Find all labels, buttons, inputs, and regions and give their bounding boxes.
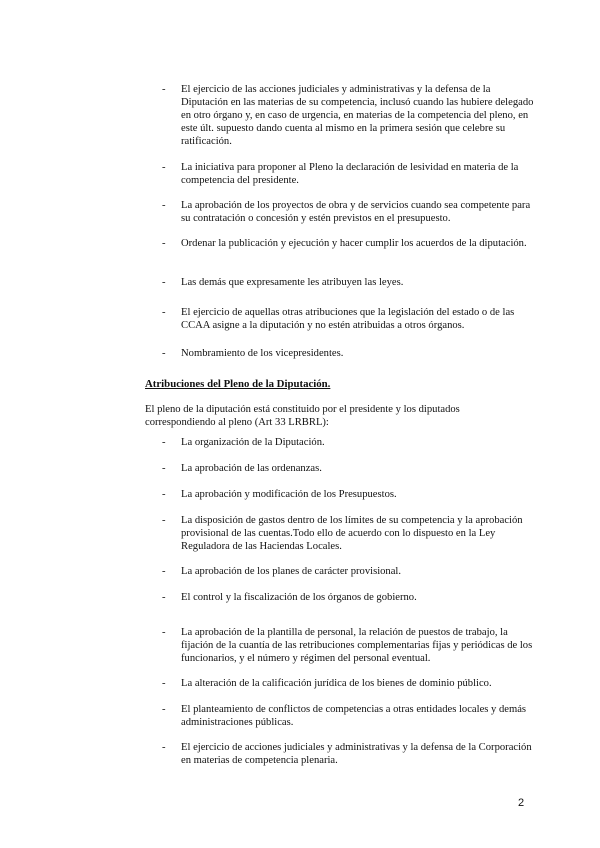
list-item (162, 277, 537, 290)
list-item (162, 238, 537, 251)
list-bullet: - (162, 437, 166, 448)
list-bullet: - (162, 704, 166, 715)
list-item-text: La aprobación y modificación de los Presupuestos. (181, 489, 397, 500)
list-bullet: - (162, 489, 166, 500)
list-item (162, 463, 537, 476)
list-item-text: El ejercicio de acciones judiciales y administrativas y la defensa de la Corporación en materias de competencia plenaria. (181, 742, 532, 766)
list-item-text: La aprobación de los planes de carácter provisional. (181, 566, 402, 577)
list-item (162, 162, 537, 188)
list-item-text: Nombramiento de los vicepresidentes. (181, 348, 344, 359)
list-bullet: - (162, 566, 166, 577)
list-item (162, 437, 537, 450)
section-heading: Atribuciones del Pleno de la Diputación. (145, 378, 331, 390)
list-item (162, 627, 537, 666)
section-intro: El pleno de la diputación está constituido por el presidente y los diputados correspondiendo al pleno (Art 33 LRBRL): (145, 404, 460, 428)
list-bullet: - (162, 162, 166, 173)
list-bullet: - (162, 277, 166, 288)
list-item (162, 489, 537, 502)
list-item-text: El control y la fiscalización de los órganos de gobierno. (181, 592, 417, 603)
list-bullet: - (162, 627, 166, 638)
list-item (162, 566, 537, 579)
list-item (162, 678, 537, 691)
list-item-text: Ordenar la publicación y ejecución y hacer cumplir los acuerdos de la diputación. (181, 238, 527, 249)
list-item (162, 200, 537, 226)
list-item-text: La aprobación de los proyectos de obra y de servicios cuando sea competente para su contratación o concesión y estén previstos en el presupuesto. (181, 200, 531, 224)
list-item (162, 515, 537, 554)
list-bullet: - (162, 463, 166, 474)
list-item-text: El ejercicio de aquellas otras atribuciones que la legislación del estado o de las CCAA asigne a la diputación y no estén atribuidas a otros órganos. (181, 307, 515, 331)
list-item-text: La alteración de la calificación jurídica de los bienes de dominio público. (181, 678, 492, 689)
list-item-text: Las demás que expresamente les atribuyen las leyes. (181, 277, 404, 288)
list-bullet: - (162, 200, 166, 211)
list-item-text: La disposición de gastos dentro de los límites de su competencia y la aprobación provisional de las cuentas.Todo ello de acuerdo con lo dispuesto en la Ley Reguladora de las Haciendas Locales. (181, 515, 523, 552)
list-item (162, 348, 537, 361)
list-bullet: - (162, 238, 166, 249)
list-item (162, 307, 537, 333)
list-bullet: - (162, 307, 166, 318)
list-item-text: La iniciativa para proponer al Pleno la declaración de lesividad en materia de la competencia del presidente. (181, 162, 519, 186)
list-bullet: - (162, 678, 166, 689)
list-item-text: La organización de la Diputación. (181, 437, 325, 448)
list-item-text: La aprobación de la plantilla de personal, la relación de puestos de trabajo, la fijación de la cuantía de las retribuciones complementarias fijas y periódicas de los funcionarios, y el número y régimen del personal eventual. (181, 627, 533, 664)
list-item-text: El planteamiento de conflictos de competencias a otras entidades locales y demás administraciones públicas. (181, 704, 527, 728)
list-item-text: El ejercicio de las acciones judiciales y administrativas y la defensa de la Diputación en las materias de su competencia, inclusó cuando las hubiere delegado en otro órgano y, en caso de urgencia, en materias de la competencia del pleno, en este últ. supuesto dando cuenta al mismo en la primera sesión que celebre su ratificación. (181, 84, 534, 147)
list-item (162, 84, 537, 149)
list-item (162, 704, 537, 730)
list-bullet: - (162, 592, 166, 603)
list-item (162, 592, 537, 605)
list-item (162, 742, 537, 768)
list-bullet: - (162, 84, 166, 95)
list-bullet: - (162, 348, 166, 359)
list-item-text: La aprobación de las ordenanzas. (181, 463, 322, 474)
page-number: 2 (518, 797, 525, 809)
list-bullet: - (162, 742, 166, 753)
list-bullet: - (162, 515, 166, 526)
